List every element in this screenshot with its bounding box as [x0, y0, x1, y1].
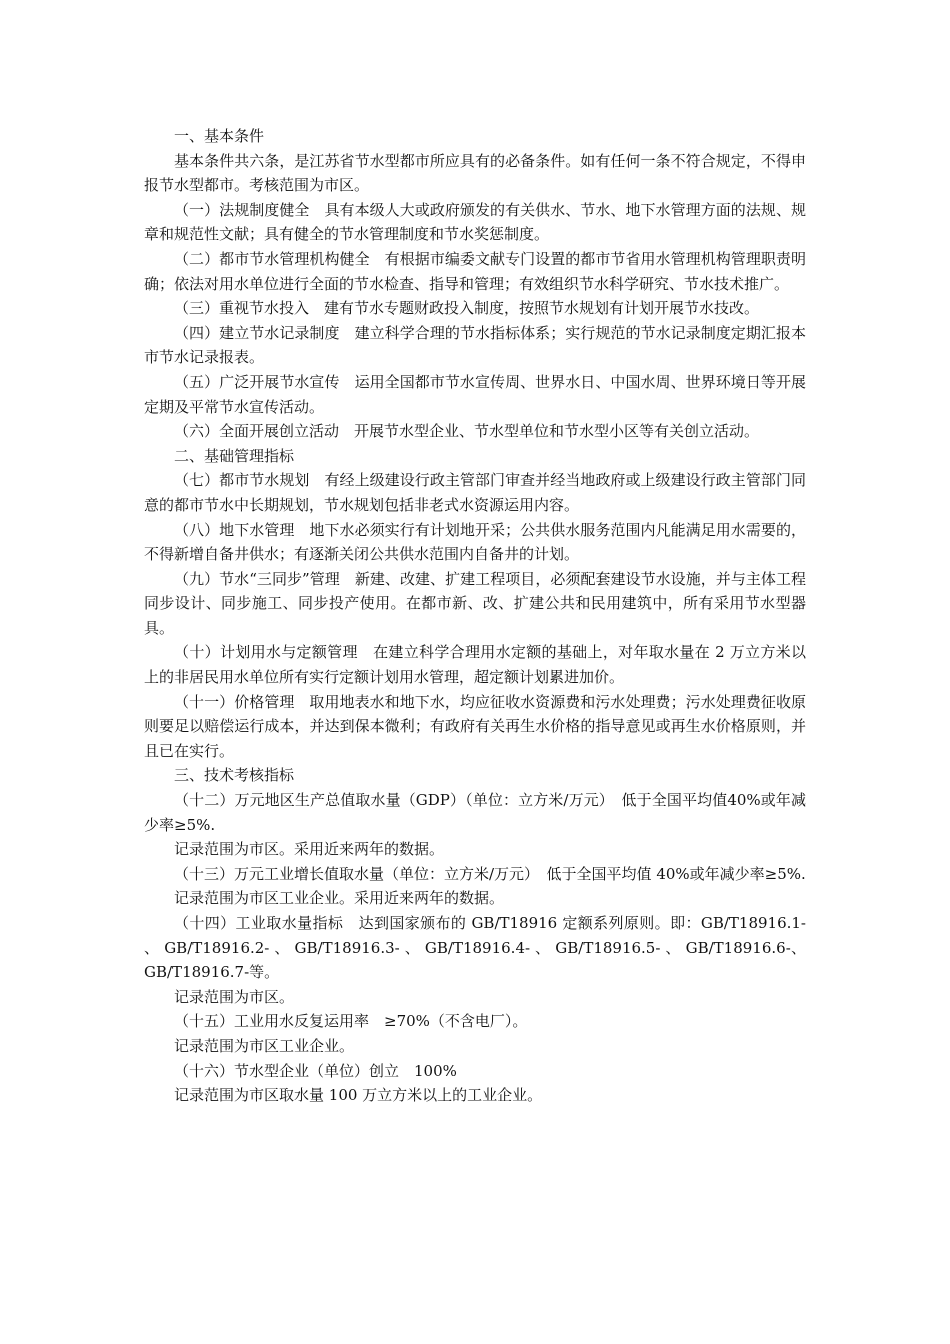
paragraph-scope-14: 记录范围为市区。: [174, 987, 295, 1006]
paragraph-item-15: （十五）工业用水反复运用率 ≥70%（不含电厂）。: [174, 1012, 528, 1031]
paragraph-item-9: （九）节水“三同步”管理 新建、改建、扩建工程项目，必须配套建设节水设施，并与主体工程同步设计、同步施工、同步投产使用。在都市新、改、扩建公共和民用建筑中，所有采用节水型器具。: [144, 569, 806, 637]
paragraph-item-13: （十三）万元工业增长值取水量（单位：立方米/万元） 低于全国平均值 40%或年减少率≥5%.: [174, 864, 806, 883]
paragraph-item-1: （一）法规制度健全 具有本级人大或政府颁发的有关供水、节水、地下水管理方面的法规、规章和规范性文献；具有健全的节水管理制度和节水奖惩制度。: [144, 200, 806, 244]
paragraph-item-2: （二）都市节水管理机构健全 有根据市编委文献专门设置的都市节省用水管理机构管理职责明确；依法对用水单位进行全面的节水检查、指导和管理；有效组织节水科学研究、节水技术推广。: [144, 249, 806, 293]
paragraph-item-16: （十六）节水型企业（单位）创立 100%: [174, 1061, 457, 1080]
paragraph-item-5: （五）广泛开展节水宣传 运用全国都市节水宣传周、世界水日、中国水周、世界环境日等开展定期及平常节水宣传活动。: [144, 372, 806, 416]
paragraph-item-10: （十）计划用水与定额管理 在建立科学合理用水定额的基础上，对年取水量在 2 万立方米以上的非居民用水单位所有实行定额计划用水管理，超定额计划累进加价。: [144, 643, 806, 687]
paragraph-scope-16: 记录范围为市区取水量 100 万立方米以上的工业企业。: [174, 1086, 543, 1105]
paragraph-item-12: （十二）万元地区生产总值取水量（GDP）（单位：立方米/万元） 低于全国平均值40%或年减少率≥5%.: [144, 791, 806, 834]
paragraph-item-4: （四）建立节水记录制度 建立科学合理的节水指标体系；实行规范的节水记录制度定期汇报本市节水记录报表。: [144, 323, 806, 367]
section-heading-technical: 三、技术考核指标: [174, 766, 295, 785]
section-heading-management: 二、基础管理指标: [174, 446, 295, 465]
paragraph-item-8: （八）地下水管理 地下水必须实行有计划地开采；公共供水服务范围内凡能满足用水需要的，不得新增自备井供水；有逐渐关闭公共供水范围内自备井的计划。: [144, 520, 806, 564]
paragraph-intro: 基本条件共六条，是江苏省节水型都市所应具有的必备条件。如有任何一条不符合规定，不得申报节水型都市。考核范围为市区。: [144, 151, 806, 195]
paragraph-item-7: （七）都市节水规划 有经上级建设行政主管部门审查并经当地政府或上级建设行政主管部门同意的都市节水中长期规划，节水规划包括非老式水资源运用内容。: [144, 471, 806, 514]
paragraph-item-6: （六）全面开展创立活动 开展节水型企业、节水型单位和节水型小区等有关创立活动。: [174, 422, 760, 441]
paragraph-scope-13: 记录范围为市区工业企业。采用近来两年的数据。: [174, 889, 505, 908]
paragraph-scope-12: 记录范围为市区。采用近来两年的数据。: [174, 840, 445, 859]
paragraph-item-3: （三）重视节水投入 建有节水专题财政投入制度，按照节水规划有计划开展节水技改。: [174, 299, 760, 318]
paragraph-scope-15: 记录范围为市区工业企业。: [174, 1036, 355, 1055]
paragraph-item-11: （十一）价格管理 取用地表水和地下水，均应征收水资源费和污水处理费；污水处理费征收原则要足以赔偿运行成本，并达到保本微利；有政府有关再生水价格的指导意见或再生水价格原则，并且已在实行。: [144, 692, 806, 760]
paragraph-item-14: （十四）工业取水量指标 达到国家颁布的 GB/T18916 定额系列原则。即：GB/T18916.1- 、 GB/T18916.2- 、 GB/T18916.3- 、 GB/T18916.4- 、 GB/T18916.5- 、 GB/T18916.6-、GB/T18916.7-等。: [144, 914, 806, 982]
document-body: [144, 124, 806, 1108]
section-heading-basic-conditions: 一、基本条件: [174, 127, 265, 145]
